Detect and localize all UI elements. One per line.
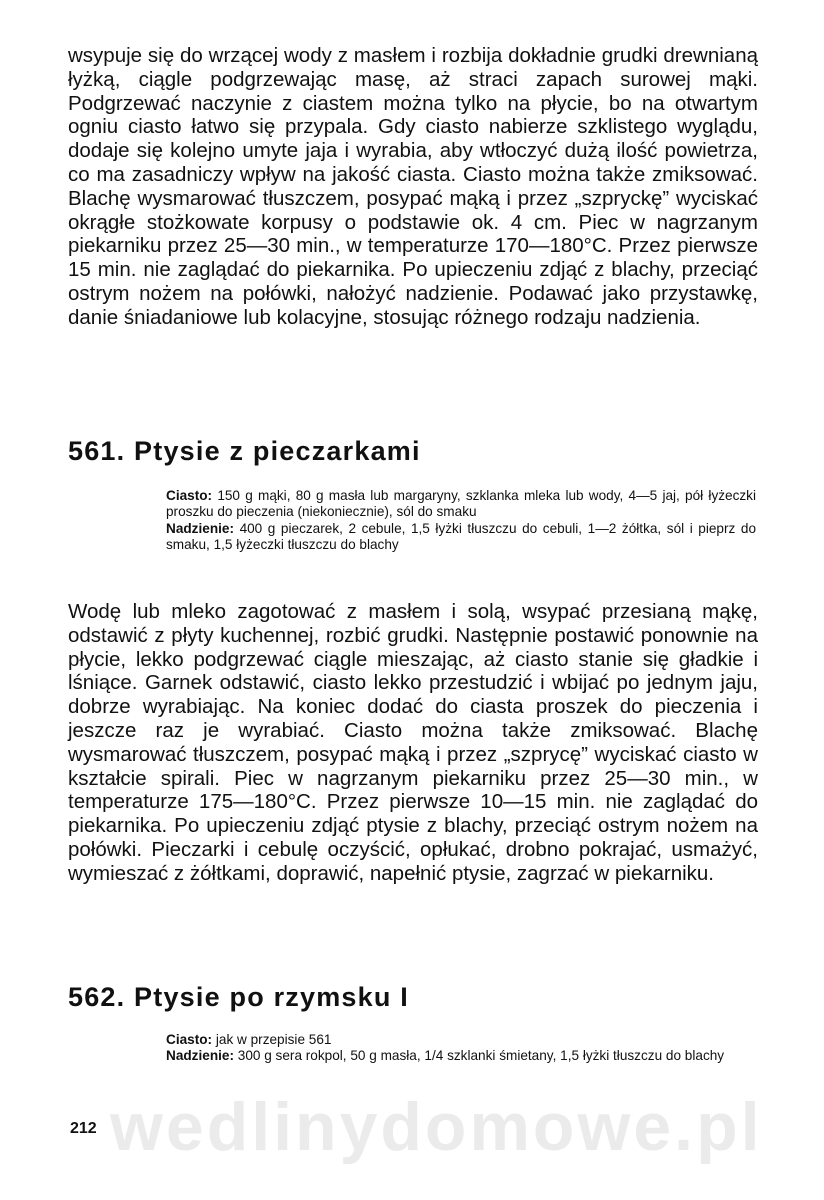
dough-text: jak w przepisie 561: [215, 1032, 332, 1047]
dough-label: Ciasto:: [166, 488, 213, 503]
recipe-561-filling: [166, 521, 756, 554]
filling-text: 400 g pieczarek, 2 cebule, 1,5 łyżki tłuszczu do cebuli, 1—2 żółtka, sól i pieprz do smaku, 1,5 łyżeczki tłuszczu do blachy: [166, 520, 757, 553]
recipe-561-title: 561. Ptysie z pieczarkami: [68, 436, 421, 466]
recipe-562-title: 562. Ptysie po rzymsku I: [68, 982, 409, 1012]
recipe-561-method: Wodę lub mleko zagotować z masłem i solą, wsypać przesianą mąkę, odstawić z płyty kuchennej, rozbić grudki. Następnie postawić ponownie na płycie, lekko podgrzewać ciągle mieszając, aż ciasto stanie się gładkie i lśniące. Garnek odstawić, ciasto lekko przestudzić i wbijać po jednym jaju, dobrze wyrabiając. Na koniec dodać do ciasta proszek do pieczenia i jeszcze raz je wyrabiać. Ciasto można także zmiksować. Blachę wysmarować tłuszczem, posypać mąką i przez „szprycę” wyciskać ciasto w kształcie spirali. Piec w nagrzanym piekarniku przez 25—30 min., w temperaturze 175—180°C. Przez pierwsze 10—15 min. nie zaglądać do piekarnika. Po upieczeniu zdjąć ptysie z blachy, przeciąć ostrym nożem na połówki. Pieczarki i cebulę oczyścić, opłukać, drobno pokrajać, usmażyć, wymieszać z żółtkami, doprawić, napełnić ptysie, zagrzać w piekarniku.: [68, 600, 758, 885]
dough-label: Ciasto:: [166, 1032, 213, 1047]
watermark: wedlinydomowe.pl: [110, 1089, 763, 1165]
recipe-562-filling: [166, 1048, 756, 1064]
filling-label: Nadzienie:: [166, 520, 234, 536]
filling-label: Nadzienie:: [166, 1048, 234, 1064]
filling-text: 300 g sera rokpol, 50 g masła, 1/4 szklanki śmietany, 1,5 łyżki tłuszczu do blachy: [237, 1048, 725, 1064]
recipe-561-dough: [166, 488, 756, 521]
recipe-561-ingredients: [166, 488, 756, 554]
dough-text: 150 g mąki, 80 g masła lub margaryny, szklanka mleka lub wody, 4—5 jaj, pół łyżeczki proszku do pieczenia (niekoniecznie), sól do smaku: [166, 488, 757, 520]
intro-paragraph: wsypuje się do wrzącej wody z masłem i rozbija dokładnie grudki drewnianą łyżką, ciągle podgrzewając masę, aż straci zapach surowej mąki. Podgrzewać naczynie z ciastem można tylko na płycie, bo na otwartym ogniu ciasto łatwo się przypala. Gdy ciasto nabierze szklistego wyglądu, dodaje się kolejno umyte jaja i wyrabia, aby wtłoczyć dużą ilość powietrza, co ma zasadniczy wpływ na jakość ciasta. Ciasto można także zmiksować. Blachę wysmarować tłuszczem, posypać mąką i przez „szpryckę” wyciskać okrągłe stożkowate korpusy o podstawie ok. 4 cm. Piec w nagrzanym piekarniku przez 25—30 min., w temperaturze 170—180°C. Przez pierwsze 15 min. nie zaglądać do piekarnika. Po upieczeniu zdjąć z blachy, przeciąć ostrym nożem na połówki, nałożyć nadzienie. Podawać jako przystawkę, danie śniadaniowe lub kolacyjne, stosując różnego rodzaju nadzienia.: [68, 44, 758, 329]
page-number: 212: [70, 1120, 97, 1137]
recipe-562-dough: [166, 1032, 756, 1048]
recipe-562-ingredients: [166, 1032, 756, 1065]
